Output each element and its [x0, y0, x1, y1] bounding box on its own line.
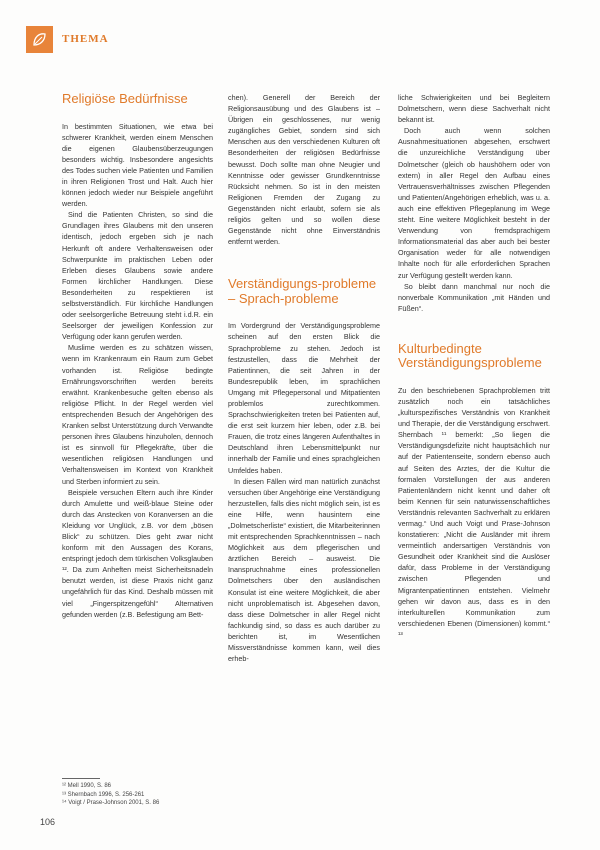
paragraph: Sind die Patienten Christen, so sind die Grundlagen ihres Glaubens mit den unseren identisch, jedoch ergeben sich je nach Herkunft oft andere Verhaltensweisen oder Schwerpunkte im praktischen Leben oder Erleben dieses Glaubens sowie andere Formen kirchlicher Handlungen. Diese Besonderheiten zu respektieren ist selbstverständlich. Für kirchliche Handlungen oder seelsorgerliche Betreuung steht i.d.R. ein Seelsorger der jeweiligen Konfession zur Verfügung oder kann gerufen werden.	[62, 210, 213, 342]
paragraph: In bestimmten Situationen, wie etwa bei schwerer Krankheit, werden einem Menschen die eigenen Glaubensüberzeugungen besonders wichtig. Insbesondere angesichts des Todes suchen viele Patienten und Familien in ihren Religionen Trost und Halt. Auch hier können jedoch wieder nur Beispiele angeführt werden.	[62, 121, 213, 209]
footnote: ¹⁴ Voigt / Prase-Johnson 2001, S. 86	[62, 800, 160, 807]
text-column-2	[228, 92, 380, 664]
section-label: THEMA	[62, 33, 109, 45]
text-column-3	[398, 92, 550, 640]
paragraph: Beispiele versuchen Eltern auch ihre Kinder durch Amulette und weiß-blaue Steine oder durch das Anstecken von Koranversen an die Kleidung vor Unglück, z.B. vor dem „bösen Blick“ zu schützen. Dies geht zwar nicht konform mit den Aussagen des Korans, entspringt jedoch dem türkischen Volksglauben ¹². Da zum Anheften meist Sicherheitsnadeln benutzt werden, ist diese Praxis nicht ganz ungefährlich für das Kind. Deshalb müssen mit viel „Fingerspitzengefühl“ Alternativen gefunden werden (z.B. Befestigung am Bett-	[62, 487, 213, 619]
footnote-divider	[62, 778, 100, 779]
footnotes	[62, 782, 362, 808]
section-logo	[26, 26, 53, 53]
paragraph: Zu den beschriebenen Sprachproblemen tritt zusätzlich noch ein tatsächliches „kulturspezifisches Verständnis von Krankheit und Therapie, der die Verständigung erschwert. Shernbach ¹¹ bemerkt: „So liegen die Verständigungsdefizite nicht hauptsächlich nur auf der Patientenseite, sondern ebenso auch auf Seiten des Arztes, der die Kultur die formalen Vorstellungen der aus anderen Patientenländern nicht kennt und daher oft beim Kennen für sein naturwissenschaftliches Verständnis relevanten Sachverhalt zu erklären vermag.“ Und auch Voigt und Prase-Johnson konstatieren: „Nicht die Ausländer mit ihrem vermeintlich andersartigen Verständnis von Gesundheit oder Krankheit sind die Auslöser dafür, dass Probleme in der Verständigung zwischen Pflegenden und Migrantenpatientinnen entstehen. Vielmehr gehen wir davon aus, dass es in den interkulturellen Kommunikation zum verschiedenen Ebenen (Dimensionen) kommt.“ ¹³	[398, 385, 550, 639]
section-heading-religion: Religiöse Bedürfnisse	[62, 91, 188, 106]
section-heading-culture: Kulturbedingte Verständigungsprobleme	[398, 340, 542, 371]
paragraph: liche Schwierigkeiten und bei Begleitern Dolmetschern, wenn diese Sachverhalt nicht bekannt ist.	[398, 93, 550, 125]
paragraph: Im Vordergrund der Verständigungsprobleme scheinen auf den ersten Blick die Sprachprobleme zu stehen. Jedoch ist festzustellen, dass die Mehrheit der Patientinnen, die seit Jahren in der Bundesrepublik leben, im sprachlichen Umgang mit Pflegepersonal und Mitpatienten problemlos zurechtkommen. Sprachschwierigkeiten treten bei Patienten auf, die erst seit kurzem hier leben, oder z.B. bei Frauen, die trotz eines längeren Aufenthaltes in Deutschland ihren Lebensmittelpunkt nur innerhalb der Familie und eines sprachgleichen Umfeldes haben.	[228, 321, 380, 475]
paragraph: So bleibt dann manchmal nur noch die nonverbale Kommunikation „mit Händen und Füßen“.	[398, 281, 550, 313]
section-heading-communication: Verständigungs-probleme – Sprach-probleme	[228, 276, 377, 306]
paragraph: Doch auch wenn solchen Ausnahmesituationen abgesehen, erschwert die unzureichliche Verständigung über Dolmetscher (gleich ob haushöhern oder von extern) in aller Regel den Aufbau eines Vertrauensverhältnisses zwischen Pflegenden und Patienten/Angehörigen erheblich, was u. a. auch eine effektiven Pflegeplanung im Wege steht. Eine weitere Möglichkeit besteht in der Verwendung von fremdsprachigem Informationsmaterial das aber auch bei bester Organisation weder für alle notwendigen Inhalte noch für alle erforderlichen Sprachen zur Verfügung gestellt werden kann.	[398, 126, 550, 280]
paragraph: Muslime werden es zu schätzen wissen, wenn im Krankenraum ein Raum zum Gebet vorhanden ist. Religiöse bedingte Ernährungsvorschriften werden bereits erwähnt. Krankenbesuche gelten ebenso als religiöse Pflicht. In der Regel werden viel entsprechenden Besuch der Angehörigen des Kranken selbst Unterstützung durch Verwandte personen ihres Glaubens hinzuholen, dennoch ist es sinnvoll für Pflegekräfte, über die wesentlichen religiösen Handlungen und Verhaltensweisen im Kontext von Krankheit und Sterben informiert zu sein.	[62, 343, 213, 486]
footnote: ¹² Mell 1990, S. 86	[62, 783, 112, 789]
text-column-1	[62, 92, 213, 620]
leaf-icon	[31, 31, 48, 48]
paragraph: chen). Generell der Bereich der Religionsausübung und des Glaubens ist – Übrigen ein geschlossenes, nur wenig zugängliches Gebiet, sondern sind sich Menschen aus den verschiedenen Kulturen oft Besonderheiten der religiösen Bedürfnisse bewusst. Doch sollte man ohne Neugier und Kenntnisse oder gewisser Grundkenntnisse Rücksicht nehmen. So ist in den meisten Religionen Fremden der Zugang zu Gegenständen nicht erlaubt, sofern sie als religiös gelten und so wollen diese Gegenstände nicht ohne Einverständnis entfernt werden.	[228, 93, 380, 247]
page-number: 106	[40, 817, 56, 827]
footnote: ¹³ Shernbach 1996, S. 256-261	[62, 791, 145, 798]
paragraph: In diesen Fällen wird man natürlich zunächst versuchen über Angehörige eine Verständigung herzustellen, falls dies nicht möglich sein, ist es eine Hilfe, wenn hausintern eine „Dolmetscherliste“ existiert, die Mitarbeiterinnen mit entsprechenden Sprachkenntnissen – nach Möglichkeit aus dem pflegerischen und ärztlichen Bereich – ausweist. Die Inanspruchnahme eines professionellen Dolmetschers über den ausländischen Konsulat ist eine weitere Möglichkeit, die aber nicht unproblematisch ist. Abgesehen davon, dass diese Dolmetscher in aller Regel nicht fachkundig sind, so dass es auch darüber zu berichten ist, im Wesentlichen Missverständnisse kommen kann, weil dies erheb-	[228, 476, 380, 664]
